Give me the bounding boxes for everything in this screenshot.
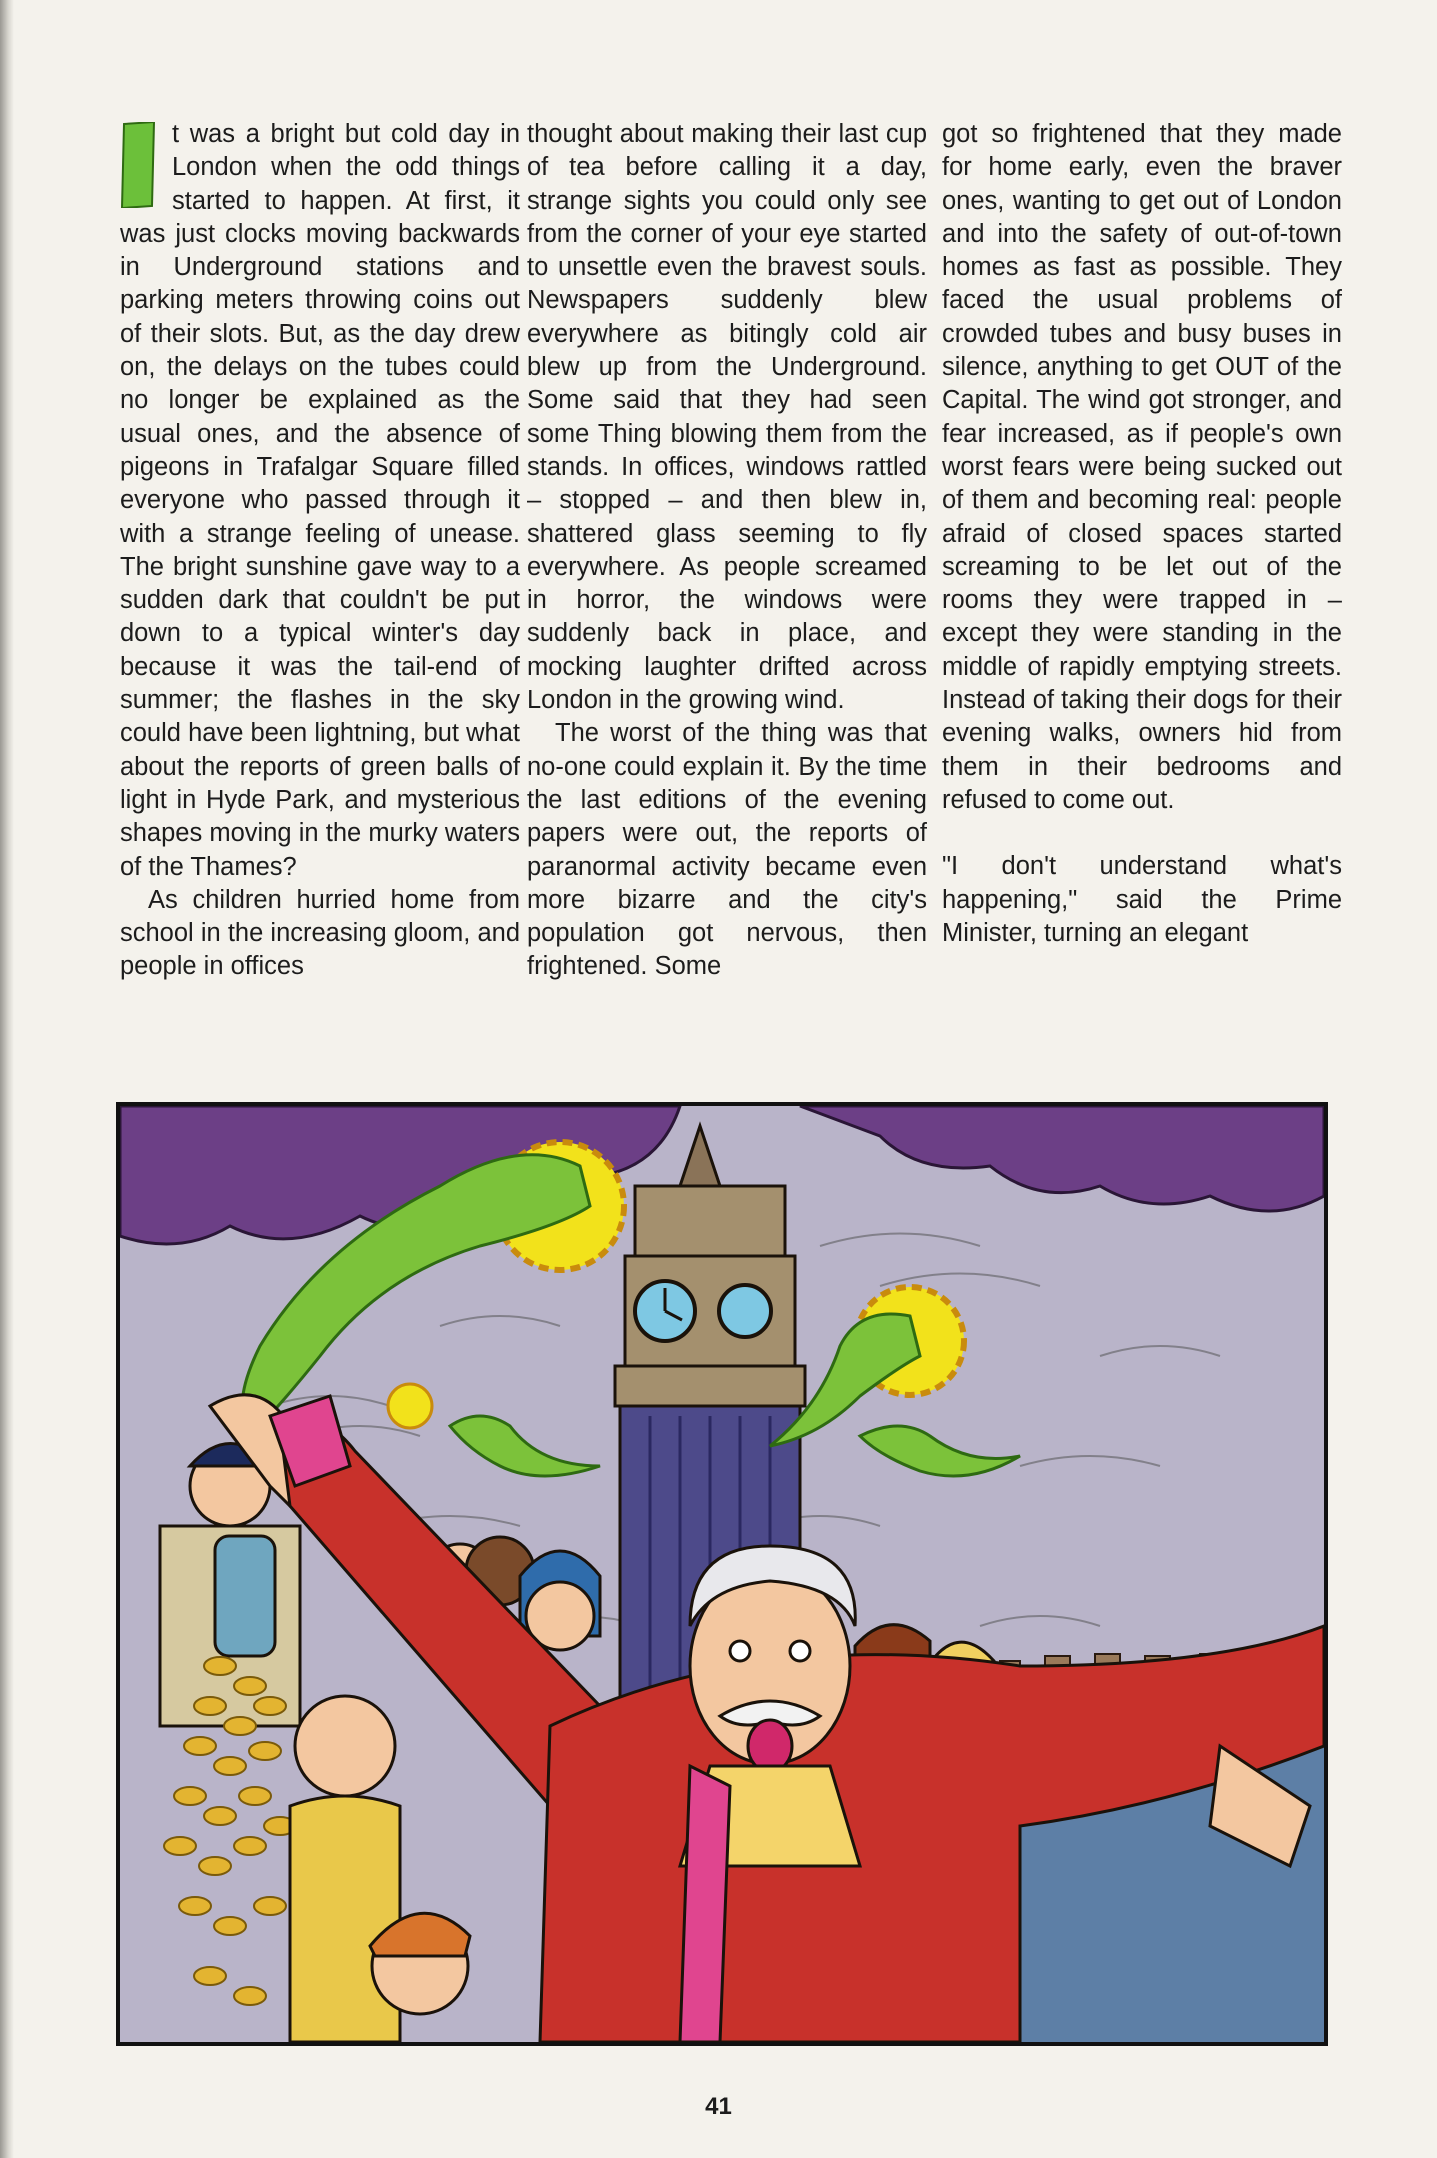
paragraph-1: t was a bright but cold day in London when the odd things started to happen. At first, it was just clocks moving backwards in Underground stations and parking meters throwing coins out of their slots. But, as the day drew on, the delays on the tubes could no longer be explained as the usual ones, and the absence of pigeons in Trafalgar Square filled everyone who passed through it with a strange feeling of unease. The bright sunshine gave way to a sudden dark that couldn't be put down to a typical winter's day because it was the tail-end of summer; the flashes in the sky could have been lightning, but what about the reports of green balls of light in Hyde Park, and mysterious shapes moving in the murky waters of the Thames? <box>120 120 520 881</box>
page-number: 41 <box>705 2093 732 2120</box>
comic-illustration <box>116 1102 1328 2046</box>
paragraph-4: The worst of the thing was that no-one could explain it. By the time the last editions of the evening papers were out, the reports of paranormal activity became even more bizarre and the city's population got nervous, then frightened. Some <box>527 719 927 981</box>
page-binding-shadow <box>0 0 14 2158</box>
text-column-1 <box>120 118 520 1078</box>
paragraph-2: As children hurried home from school in the increasing gloom, and people in offices <box>120 885 520 981</box>
drop-cap-glyph <box>120 122 156 208</box>
paragraph-6: "I don't understand what's happening," said the Prime Minister, turning an elegant <box>942 852 1342 947</box>
text-column-2 <box>527 118 927 1078</box>
drop-cap <box>120 122 156 208</box>
clock-face-right <box>719 1285 771 1337</box>
text-column-3 <box>942 118 1342 1078</box>
open-mouth <box>748 1720 792 1772</box>
paragraph-5: got so frightened that they made for home early, even the braver ones, wanting to get out of London and into the safety of out-of-town homes as fast as possible. They faced the usual problems of crowded tubes and busy buses in silence, anything to get OUT of the Capital. The wind got stronger, and fear increased, as if people's own worst fears were being sucked out of them and becoming real: people afraid of closed spaces started screaming to be let out of the rooms they were trapped in – except they were standing in the middle of rapidly emptying streets. Instead of taking their dogs for their evening walks, owners hid from them in their bedrooms and refused to come out. <box>942 120 1342 814</box>
paragraph-3: thought about making their last cup of tea before calling it a day, strange sights you could only see from the corner of your eye started to unsettle even the bravest souls. Newspapers suddenly blew everywhere as bitingly cold air blew up from the Underground. Some said that they had seen some Thing blowing them from the stands. In offices, windows rattled – stopped – and then blew in, shattered glass seeming to fly everywhere. As people screamed in horror, the windows were suddenly back in place, and mocking laughter drifted across London in the growing wind. <box>527 120 927 715</box>
bald-man-face <box>295 1696 395 1796</box>
cardigan-edge <box>680 1766 730 2042</box>
london-panic-scene <box>120 1106 1324 2042</box>
parking-meter <box>215 1536 275 1656</box>
